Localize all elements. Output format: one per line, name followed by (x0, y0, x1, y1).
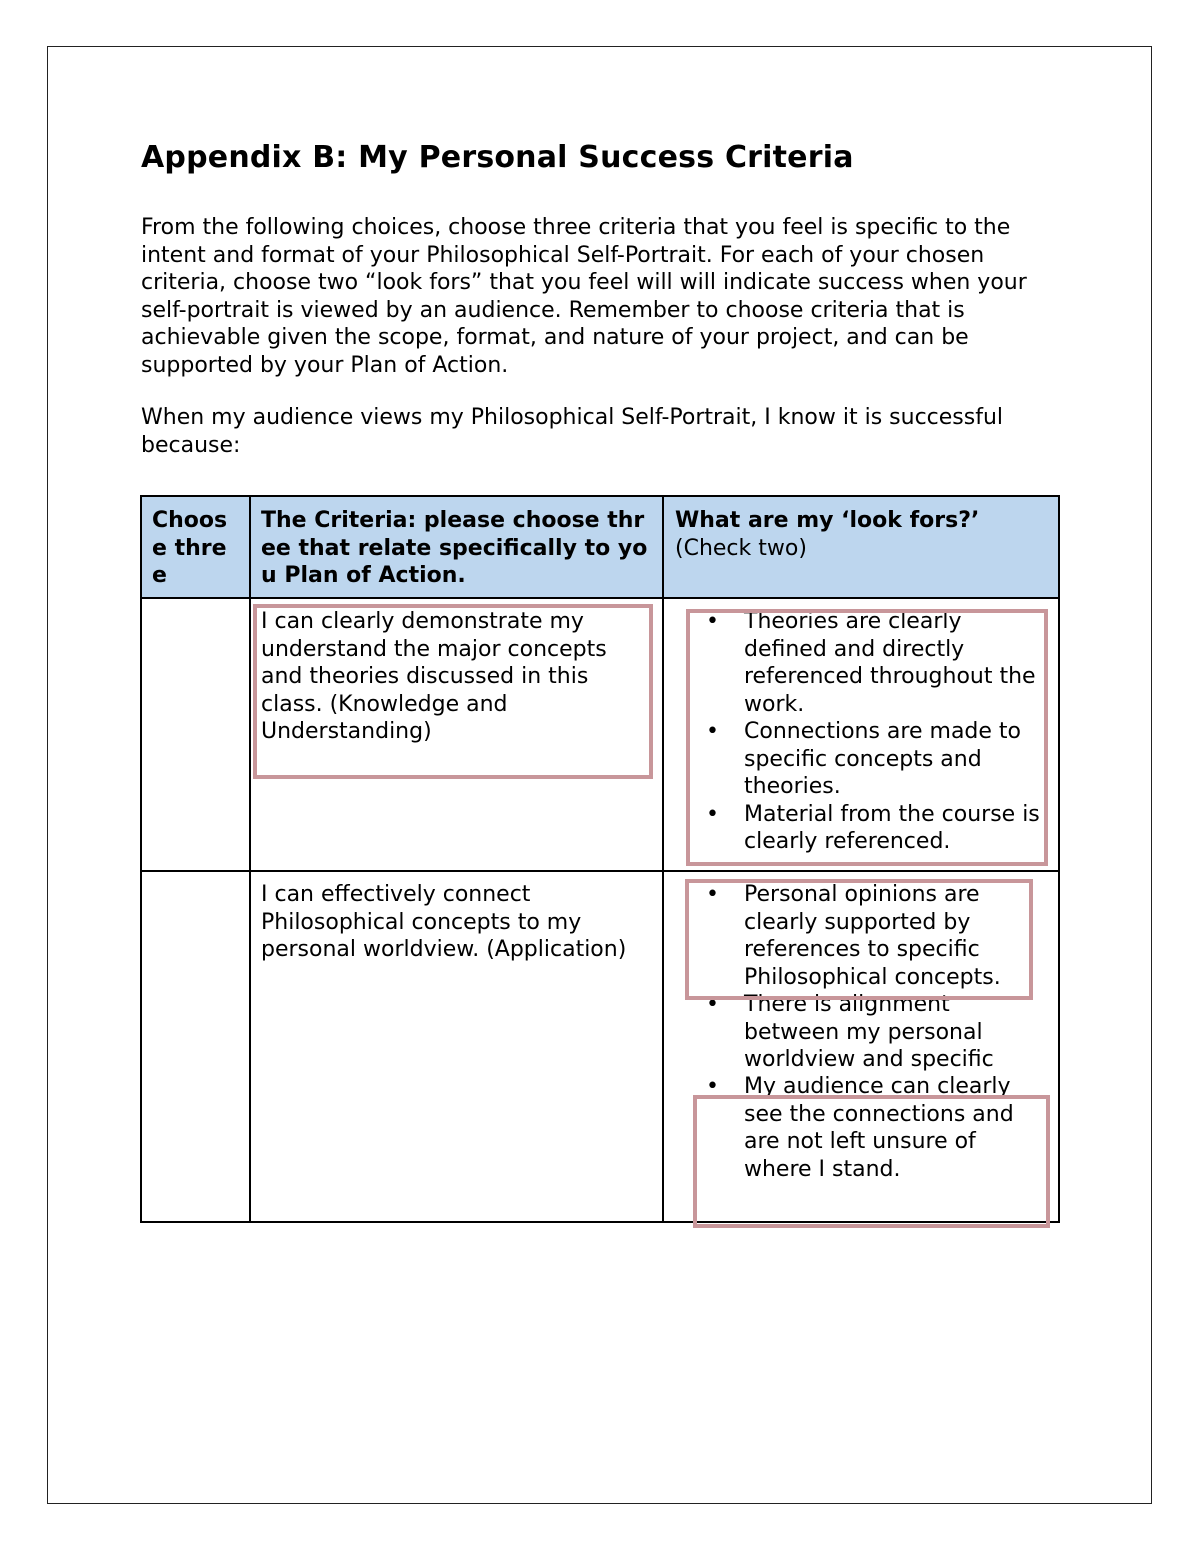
header-choose-three: Choose three (141, 496, 250, 598)
look-fors-list (674, 881, 1049, 1183)
header-criteria: The Criteria: please choose three that relate specifically to you Plan of Action. (250, 496, 663, 598)
look-for-item (674, 1073, 1049, 1183)
table-row (141, 871, 1059, 1222)
look-for-item (674, 608, 1049, 718)
bullet-icon: • (706, 609, 719, 634)
criterion-cell: I can effectively connect Philosophical concepts to my personal worldview. (Application) (250, 871, 663, 1222)
bullet-icon: • (706, 1074, 719, 1099)
look-for-text: There is alignment between my personal worldview and specific (744, 992, 994, 1072)
look-for-text: My audience can clearly see the connections and are not left unsure of where I stand. (744, 1074, 1014, 1182)
bullet-icon: • (706, 992, 719, 1017)
header-look-fors (663, 496, 1059, 598)
header-look-fors-note: (Check two) (675, 535, 807, 561)
bullet-icon: • (706, 719, 719, 744)
bullet-icon: • (706, 801, 719, 827)
criterion-cell: I can clearly demonstrate my understand the major concepts and theories discussed in this class. (Knowledge and Understanding) (250, 598, 663, 871)
look-fors-list (674, 608, 1049, 856)
look-for-text: Connections are made to specific concepts and theories. (744, 719, 1021, 799)
look-for-item (674, 881, 1049, 991)
look-for-text: Material from the course is clearly referenced. (744, 801, 1040, 854)
look-fors-cell (663, 598, 1059, 871)
choose-cell[interactable] (141, 598, 250, 871)
page-title: Appendix B: My Personal Success Criteria (141, 140, 854, 175)
look-fors-cell (663, 871, 1059, 1222)
look-for-item (674, 718, 1049, 801)
look-for-text: Theories are clearly defined and directly referenced throughout the work. (744, 609, 1036, 717)
bullet-icon: • (706, 882, 719, 907)
table-row (141, 598, 1059, 871)
table-header-row (141, 496, 1059, 598)
header-look-fors-bold: What are my ‘look fors?’ (675, 508, 980, 533)
lead-paragraph: When my audience views my Philosophical Self-Portrait, I know it is successful because: (141, 405, 1004, 458)
choose-cell[interactable] (141, 871, 250, 1222)
look-for-text: Personal opinions are clearly supported by references to specific Philosophical concepts. (744, 882, 1001, 990)
look-for-item (674, 801, 1049, 856)
look-for-item (674, 991, 1049, 1073)
success-criteria-table (140, 495, 1060, 1223)
intro-paragraph: From the following choices, choose three criteria that you feel is specific to the intent and format of your Philosophical Self-Portrait. For each of your chosen criteria, choose two “look fors” that you feel will will indicate success when your self-portrait is viewed by an audience. Remember to choose criteria that is achievable given the scope, format, and nature of your project, and can be supported by your Plan of Action. (141, 215, 1027, 378)
